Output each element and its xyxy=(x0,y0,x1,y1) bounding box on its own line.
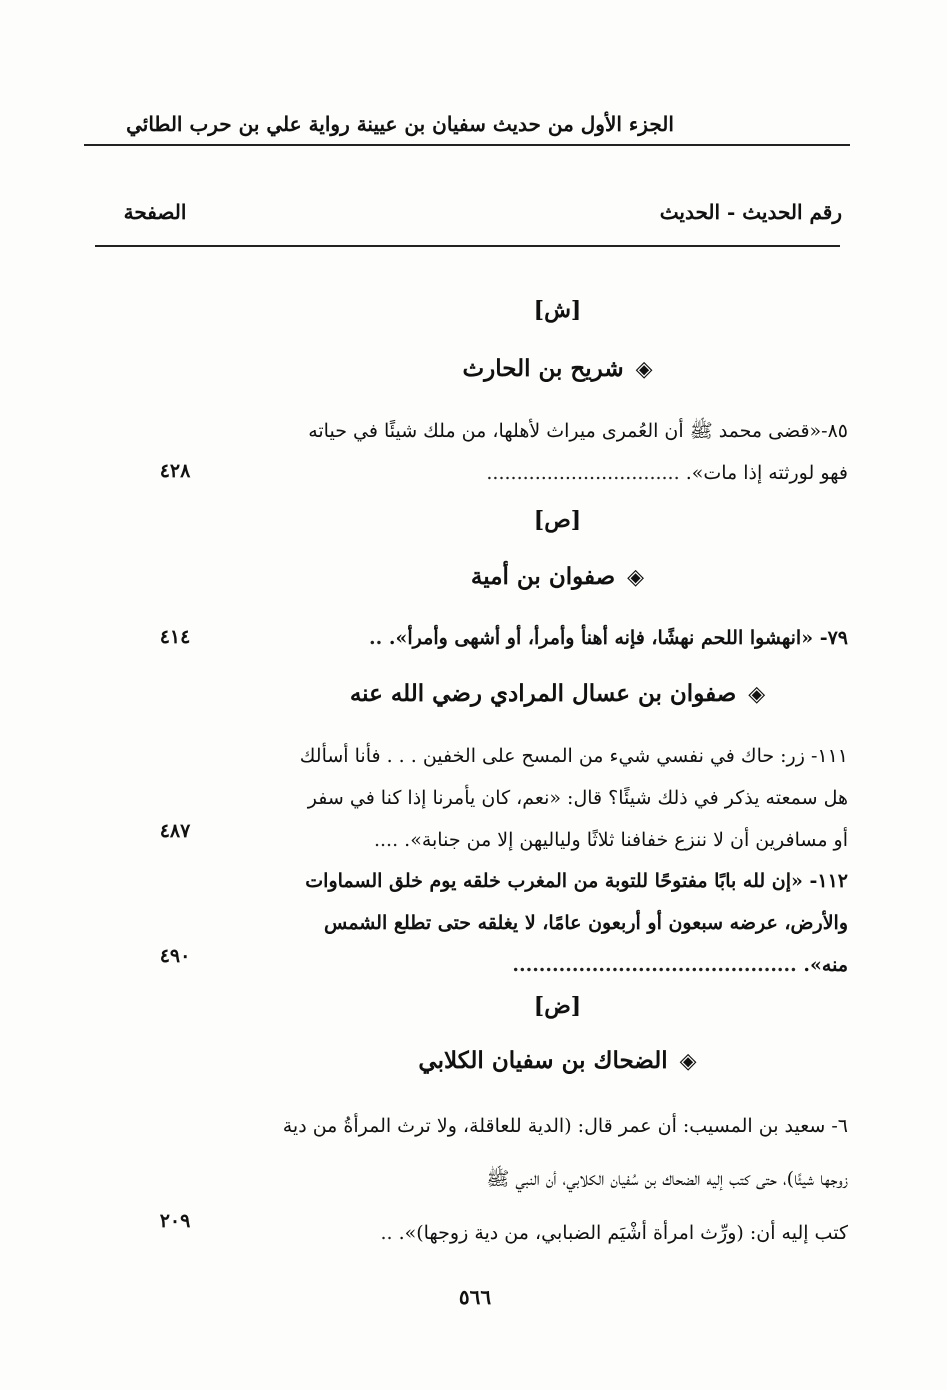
leader-dots: .. xyxy=(380,1222,399,1244)
entry-line: ٨٥-«قضى محمد ﷺ أن العُمرى ميراث لأهلها، من ملك شيئًا في حياته xyxy=(308,420,848,442)
entry-line: كتب إليه أن: (ورِّث امرأة أشْيَم الضبابي، من دية زوجها)». .. xyxy=(380,1222,848,1244)
page-reference: ٤٨٧ xyxy=(159,820,191,842)
column-heading-rule xyxy=(95,245,840,247)
section-letter: [ض] xyxy=(533,993,582,1019)
entry-line: والأرض، عرضه سبعون أو أربعون عامًا، لا يغلقه حتى تطلع الشمس xyxy=(324,912,848,934)
leader-dots: ................................ xyxy=(486,462,686,484)
section-letter: [ص] xyxy=(533,507,582,533)
column-heading-hadith: رقم الحديث - الحديث xyxy=(659,200,842,224)
entry-line: أو مسافرين أن لا ننزع خفافنا ثلاثًا ولياليهن إلا من جنابة». .... xyxy=(373,829,848,851)
leader-dots: .... xyxy=(373,829,405,851)
page-reference: ٢٠٩ xyxy=(159,1210,191,1232)
entry-line: ١١١- زر: حاك في نفسي شيء من المسح على الخفين . . . فأنا أسألك xyxy=(299,745,848,767)
narrator-heading: ◈صفوان بن أمية xyxy=(470,563,645,590)
leader-dots: ........................................... xyxy=(512,954,804,976)
diamond-icon: ◈ xyxy=(635,356,653,382)
running-title: الجزء الأول من حديث سفيان بن عيينة رواية علي بن حرب الطائي xyxy=(126,112,674,136)
entry-line: ٧٩- «انهشوا اللحم نهشًا، فإنه أهنأ وأمرأ، أو أشهى وأمرأ». .. xyxy=(369,627,848,649)
leader-dots: .. xyxy=(369,627,389,649)
page-reference: ٤٩٠ xyxy=(159,945,191,967)
entry-line: ٦- سعيد بن المسيب: أن عمر قال: (الدية للعاقلة، ولا ترث المرأةُ من دية xyxy=(282,1115,848,1137)
section-letter: [ش] xyxy=(533,297,582,323)
header-rule xyxy=(84,144,850,146)
hadith-entry xyxy=(270,735,848,861)
hadith-entry xyxy=(270,1100,848,1260)
diamond-icon: ◈ xyxy=(679,1048,697,1074)
diamond-icon: ◈ xyxy=(748,681,766,707)
page-reference: ٤٢٨ xyxy=(159,460,191,482)
entry-line: منه». ........................................... xyxy=(512,954,848,976)
narrator-heading: ◈الضحاك بن سفيان الكلابي xyxy=(418,1047,697,1074)
page-number: ٥٦٦ xyxy=(458,1285,492,1309)
entry-line: هل سمعته يذكر في ذلك شيئًا؟ قال: «نعم، كان يأمرنا إذا كنا في سفر xyxy=(307,787,848,809)
column-heading-page: الصفحة xyxy=(123,200,187,224)
page-reference: ٤١٤ xyxy=(159,626,191,648)
entry-line: ١١٢- «إن لله بابًا مفتوحًا للتوبة من المغرب خلقه يوم خلق السماوات xyxy=(305,870,848,892)
hadith-entry xyxy=(270,860,848,986)
hadith-entry xyxy=(270,617,848,659)
entry-line: زوجها شيئًا)، حتى كتب إليه الضحاك بن سُفيان الكلابي، أن النبي ﷺ xyxy=(486,1168,848,1190)
narrator-heading: ◈شريح بن الحارث xyxy=(462,355,653,382)
hadith-entry xyxy=(270,410,848,494)
entry-line: فهو لورثته إذا مات». ................................ xyxy=(486,462,848,484)
narrator-heading: ◈صفوان بن عسال المرادي رضي الله عنه xyxy=(349,680,766,707)
diamond-icon: ◈ xyxy=(627,564,645,590)
